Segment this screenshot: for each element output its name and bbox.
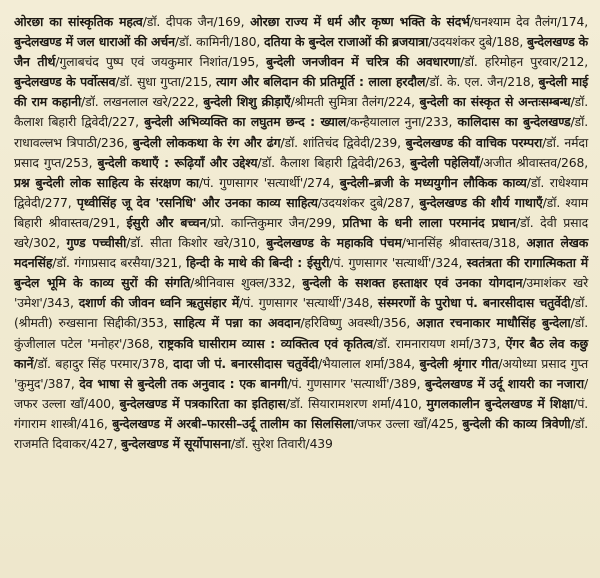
entry-title: बुन्देली शिशु क्रीड़ाएँ bbox=[203, 94, 291, 110]
entry-author: पं. गुणसागर 'सत्यार्थी' bbox=[202, 174, 304, 190]
entry-author: पं. गंगाराम शास्त्री bbox=[14, 395, 588, 431]
entry-author: भैयालाल शर्मा bbox=[322, 355, 384, 371]
entry-author: पं. गुणसागर 'सत्यार्थी' bbox=[243, 295, 342, 311]
entry-page-number: 416 bbox=[80, 415, 105, 431]
toc-entry: हिन्दी के माथे की बिन्दी : ईसुरी/पं. गुणसागर 'सत्यार्थी'/324, bbox=[186, 255, 467, 271]
entry-page-number: 212 bbox=[561, 54, 585, 70]
entry-page-number: 384 bbox=[387, 355, 412, 371]
entry-author: डॉ. (श्रीमती) रुखसाना सिद्दीकी bbox=[14, 295, 588, 331]
toc-entry: बुन्देली जनजीवन में चरित्र की अवधारणा/डॉ. हरिमोहन पुरवार/212, bbox=[266, 54, 589, 70]
entry-title: बुन्देलखण्ड में अरबी–फारसी–उर्दू तालीम का सिलसिला bbox=[112, 415, 354, 431]
entry-page-number: 195 bbox=[231, 54, 256, 70]
entry-page-number: 227 bbox=[111, 114, 136, 130]
entry-page-number: 348 bbox=[346, 295, 370, 311]
toc-entry: बुन्देली अभिव्यक्ति का लघुतम छन्द : ख्याल/कन्हैयालाल नुना/233, bbox=[144, 114, 458, 130]
entry-title: बुन्देली कथाएँ : रूढ़ियाँ और उद्देश्य bbox=[97, 154, 258, 170]
entry-author: डॉ. सीता किशोर खरे bbox=[130, 235, 229, 251]
entry-author: डॉ. राधावल्लभ त्रिपाठी bbox=[14, 114, 589, 150]
entry-author: डॉ. शांतिचंद द्विवेदी bbox=[284, 134, 370, 150]
entry-title: बुन्देली अभिव्यक्ति का लघुतम छन्द : ख्याल bbox=[144, 114, 347, 130]
entry-author: अजीत श्रीवास्तव bbox=[483, 154, 557, 170]
entry-page-number: 389 bbox=[393, 375, 417, 391]
toc-entry: स्वतंत्रता की रागात्मिकता में बुन्देल भूमि के काव्य सुरों की संगति/श्रीनिवास शुक्ल/332, bbox=[14, 255, 589, 291]
toc-entry: बुन्देली की काव्य त्रिवेणी/डॉ. राजमति दिवाकर/427, bbox=[14, 415, 588, 451]
entry-title: बुन्देली पहेलियाँ bbox=[410, 154, 480, 170]
toc-entry: बुन्देलखण्ड में उर्दू शायरी का नजारा/जफर उल्ला खाँ/400, bbox=[14, 375, 588, 411]
toc-entry: बुन्देलखण्ड के महाकवि पंचम/भानसिंह श्रीवास्तव/318, bbox=[266, 235, 527, 251]
entry-page-number: 274 bbox=[307, 174, 331, 190]
entry-title: हिन्दी के माथे की बिन्दी : ईसुरी bbox=[186, 255, 330, 271]
entry-author: डॉ. दीपक जैन bbox=[146, 14, 214, 29]
entry-page-number: 343 bbox=[46, 295, 70, 311]
entry-page-number: 425 bbox=[430, 415, 455, 431]
entry-page-number: 299 bbox=[308, 214, 332, 230]
entry-author: डॉ. देवी प्रसाद खरे bbox=[14, 214, 589, 251]
toc-entry: बुन्देली श्रृंगार गीत/अयोध्या प्रसाद गुप्त 'कुमुद'/387, bbox=[14, 355, 589, 391]
entry-author: डॉ. लखनलाल खरे bbox=[85, 94, 168, 110]
entry-page-number: 188 bbox=[496, 34, 520, 50]
toc-entry: बुन्देली शिशु क्रीड़ाएँ/श्रीमती सुमित्रा तैलंग/224, bbox=[203, 94, 420, 110]
toc-entry: ओरछा का सांस्कृतिक महत्व/डॉ. दीपक जैन/169, bbox=[14, 14, 251, 29]
entry-page-number: 378 bbox=[141, 355, 165, 371]
entry-page-number: 318 bbox=[492, 235, 517, 251]
entry-author: डॉ. के. एल. जैन bbox=[429, 74, 504, 90]
entry-author: भानसिंह श्रीवास्तव bbox=[405, 235, 489, 251]
contents-paragraph bbox=[14, 12, 588, 454]
entry-author: उमाशंकर खरे 'उमेश' bbox=[14, 275, 588, 311]
toc-entry: ऐंगर बैठ लेव कछु कानें/डॉ. बहादुर सिंह परमार/378, bbox=[14, 335, 589, 371]
toc-entry: बुन्देलखण्ड में जल धाराओं की अर्चन/डॉ. कामिनी/180, bbox=[14, 34, 265, 50]
entry-title: बुन्देलखण्ड की वाचिक परम्परा bbox=[405, 134, 543, 150]
toc-entry: ईसुरी और बच्चन/प्रो. कान्तिकुमार जैन/299, bbox=[126, 214, 343, 230]
entry-page-number: 356 bbox=[383, 315, 407, 331]
entry-author: डॉ. राधेश्याम द्विवेदी bbox=[14, 174, 588, 210]
entry-author: कन्हैयालाल नुना bbox=[350, 114, 422, 130]
entry-title: बुन्देलखण्ड में जल धाराओं की अर्चन bbox=[14, 34, 175, 50]
entry-page-number: 253 bbox=[65, 154, 89, 170]
toc-entry: बुन्देली माई की राम कहानी/डॉ. लखनलाल खरे/222, bbox=[14, 74, 589, 110]
entry-page-number: 218 bbox=[507, 74, 531, 90]
entry-page-number: 324 bbox=[435, 255, 459, 271]
entry-author: डॉ. कैलाश बिहारी द्विवेदी bbox=[261, 154, 374, 170]
toc-entry: दशार्ण की जीवन ध्वनि ऋतुसंहार में/पं. गुणसागर 'सत्यार्थी'/348, bbox=[78, 295, 378, 311]
entry-title: बुन्देली माई की राम कहानी bbox=[14, 74, 589, 110]
entry-author: डॉ. कामिनी bbox=[178, 34, 230, 50]
toc-entry: प्रतिभा के धनी लाला परमानंद प्रधान/डॉ. देवी प्रसाद खरे/302, bbox=[14, 214, 589, 251]
entry-author: जफर उल्ला खाँ bbox=[357, 415, 427, 431]
entry-page-number: 236 bbox=[100, 134, 125, 150]
entry-author: डॉ. सुधा गुप्ता bbox=[119, 74, 181, 90]
toc-entry: बुन्देलखण्ड के जैन तीर्थ/गुलाबचंद पुष्प एवं जयकुमार निशांत/195, bbox=[14, 34, 589, 70]
entry-title: दशार्ण की जीवन ध्वनि ऋतुसंहार में bbox=[78, 295, 240, 311]
entry-title: बुन्देलखण्ड के पर्वोत्सव bbox=[14, 74, 116, 90]
toc-entry: अज्ञात लेखक मदनसिंह/डॉ. गंगाप्रसाद बरसैया/321, bbox=[14, 235, 589, 271]
entry-title: कालिदास का बुन्देलखण्ड bbox=[457, 114, 571, 130]
entry-page-number: 215 bbox=[184, 74, 209, 90]
toc-entry: बुन्देलखण्ड की शौर्य गाथाएँ/डॉ. श्याम बिहारी श्रीवास्तव/291, bbox=[14, 194, 589, 230]
toc-entry: साहित्य में पन्ना का अवदान/हरिविष्णु अवस्थी/356, bbox=[173, 315, 417, 331]
entry-page-number: 332 bbox=[268, 275, 292, 291]
entry-title: बुन्देली का संस्कृत से अन्तःसम्बन्ध bbox=[419, 94, 571, 110]
entry-author: डॉ. सुरेश तिवारी bbox=[234, 435, 306, 451]
entry-title: संस्मरणों के पुरोधा पं. बनारसीदास चतुर्वेदी bbox=[378, 295, 571, 311]
toc-entry: बुन्देली के सशक्त हस्ताक्षर एवं उनका योगदान/उमाशंकर खरे 'उमेश'/343, bbox=[14, 275, 588, 311]
entry-title: ईसुरी और बच्चन bbox=[126, 214, 207, 230]
toc-entry: मुगलकालीन बुन्देलखण्ड में शिक्षा/पं. गंगाराम शास्त्री/416, bbox=[14, 395, 588, 431]
entry-title: बुन्देलखण्ड में सूर्योपासना bbox=[121, 435, 231, 451]
entry-page-number: 180 bbox=[233, 34, 257, 50]
entry-author: घनश्याम देव तैलंग bbox=[473, 14, 557, 29]
entry-author: डॉ. श्याम बिहारी श्रीवास्तव bbox=[14, 194, 589, 230]
entry-page-number: 373 bbox=[473, 335, 497, 351]
entry-title: साहित्य में पन्ना का अवदान bbox=[173, 315, 301, 331]
entry-title: प्रतिभा के धनी लाला परमानंद प्रधान bbox=[342, 214, 516, 230]
entry-title: ऐंगर बैठ लेव कछु कानें bbox=[14, 335, 589, 371]
entry-author: पं. गुणसागर 'सत्यार्थी' bbox=[333, 255, 432, 271]
entry-title: देव भाषा से बुन्देली तक अनुवाद : एक बानगी bbox=[79, 375, 288, 391]
entry-page-number: 233 bbox=[425, 114, 449, 130]
entry-page-number: 268 bbox=[561, 154, 585, 170]
entry-page-number: 277 bbox=[44, 194, 68, 210]
entry-page-number: 287 bbox=[387, 194, 411, 210]
entry-author: उदयशंकर दुबे bbox=[432, 34, 493, 50]
entry-author: डॉ. गंगाप्रसाद बरसैया bbox=[56, 255, 151, 271]
entry-page-number: 353 bbox=[140, 315, 164, 331]
toc-entry: बुन्देलखण्ड में अरबी–फारसी–उर्दू तालीम का सिलसिला/जफर उल्ला खाँ/425, bbox=[112, 415, 463, 431]
entry-title: अज्ञात रचनाकार माधौसिंह बुन्देला bbox=[416, 315, 571, 331]
toc-entry: त्याग और बलिदान की प्रतिमूर्ति : लाला हरदौल/डॉ. के. एल. जैन/218, bbox=[216, 74, 539, 90]
entry-author: श्रीमती सुमित्रा तैलंग bbox=[294, 94, 384, 110]
entry-title: बुन्देली जनजीवन में चरित्र की अवधारणा bbox=[266, 54, 461, 70]
entry-page-number: 439 bbox=[309, 435, 333, 451]
entry-title: बुन्देली श्रृंगार गीत bbox=[419, 355, 499, 371]
entry-page-number: 387 bbox=[47, 375, 71, 391]
entry-page-number: 224 bbox=[387, 94, 412, 110]
entry-page-number: 291 bbox=[92, 214, 116, 230]
entry-page-number: 222 bbox=[171, 94, 195, 110]
entry-author: डॉ. हरिमोहन पुरवार bbox=[464, 54, 557, 70]
toc-entry: संस्मरणों के पुरोधा पं. बनारसीदास चतुर्वेदी/डॉ. (श्रीमती) रुखसाना सिद्दीकी/353, bbox=[14, 295, 588, 331]
toc-entry: बुन्देलखण्ड के पर्वोत्सव/डॉ. सुधा गुप्ता/215, bbox=[14, 74, 217, 90]
entry-title: राष्ट्रकवि घासीराम व्यास : व्यक्तित्व एवं कृतित्व bbox=[158, 335, 373, 351]
entry-author: डॉ. कुंजीलाल पटेल 'मनोहर' bbox=[14, 315, 589, 351]
toc-entry: अज्ञात रचनाकार माधौसिंह बुन्देला/डॉ. कुंजीलाल पटेल 'मनोहर'/368, bbox=[14, 315, 589, 351]
entry-page-number: 169 bbox=[217, 14, 241, 29]
toc-entry: बुन्देली–ब्रजी के मध्ययुगीन लौकिक काव्य/डॉ. राधेश्याम द्विवेदी/277, bbox=[14, 174, 588, 210]
toc-entry: गुण्ड पच्चीसी/डॉ. सीता किशोर खरे/310, bbox=[66, 235, 267, 251]
entry-title: ओरछा का सांस्कृतिक महत्व bbox=[14, 14, 143, 29]
entry-author: डॉ. बहादुर सिंह परमार bbox=[37, 355, 138, 371]
entry-author: प्रो. कान्तिकुमार जैन bbox=[210, 214, 305, 230]
entry-title: बुन्देलखण्ड में उर्दू शायरी का नजारा bbox=[425, 375, 584, 391]
entry-page-number: 302 bbox=[32, 235, 57, 251]
entry-author: डॉ. रामनारायण शर्मा bbox=[376, 335, 470, 351]
entry-page-number: 321 bbox=[154, 255, 178, 271]
entry-page-number: 263 bbox=[378, 154, 402, 170]
toc-entry: बुन्देलखण्ड में सूर्योपासना/डॉ. सुरेश तिवारी/439 bbox=[121, 435, 333, 451]
entry-author: जफर उल्ला खाँ bbox=[14, 395, 84, 411]
entry-author: हरिविष्णु अवस्थी bbox=[304, 315, 380, 331]
toc-entry: बुन्देली का संस्कृत से अन्तःसम्बन्ध/डॉ. कैलाश बिहारी द्विवेदी/227, bbox=[14, 94, 588, 130]
entry-page-number: 239 bbox=[373, 134, 398, 150]
entry-title: बुन्देलखण्ड की शौर्य गाथाएँ bbox=[419, 194, 543, 210]
entry-title: गुण्ड पच्चीसी bbox=[66, 235, 127, 251]
entry-page-number: 310 bbox=[232, 235, 256, 251]
entry-page-number: 400 bbox=[87, 395, 111, 411]
entry-author: डॉ. कैलाश बिहारी द्विवेदी bbox=[14, 94, 588, 130]
toc-entry: बुन्देलखण्ड में पत्रकारिता का इतिहास/डॉ. सियारामशरण शर्मा/410, bbox=[119, 395, 427, 411]
toc-entry: कालिदास का बुन्देलखण्ड/डॉ. राधावल्लभ त्रिपाठी/236, bbox=[14, 114, 589, 150]
entry-title: दतिया के बुन्देल राजाओं की ब्रजयात्रा bbox=[264, 34, 429, 50]
toc-entry: ओरछा राज्य में धर्म और कृष्ण भक्ति के संदर्भ/घनश्याम देव तैलंग/174, bbox=[250, 14, 589, 29]
toc-entry: पृथ्वीसिंह जू देव 'रसनिधि' और उनका काव्य साहित्य/उदयशंकर दुबे/287, bbox=[76, 194, 420, 210]
toc-entry: राष्ट्रकवि घासीराम व्यास : व्यक्तित्व एवं कृतित्व/डॉ. रामनारायण शर्मा/373, bbox=[158, 335, 506, 351]
toc-entry: बुन्देली पहेलियाँ/अजीत श्रीवास्तव/268, bbox=[410, 154, 589, 170]
entry-title: बुन्देली की काव्य त्रिवेणी bbox=[462, 415, 571, 431]
entry-title: बुन्देलखण्ड में पत्रकारिता का इतिहास bbox=[119, 395, 286, 411]
entry-author: डॉ. नर्मदा प्रसाद गुप्त bbox=[14, 134, 589, 170]
entry-title: त्याग और बलिदान की प्रतिमूर्ति : लाला हरदौल bbox=[216, 74, 426, 90]
toc-entry: बुन्देली कथाएँ : रूढ़ियाँ और उद्देश्य/डॉ. कैलाश बिहारी द्विवेदी/263, bbox=[97, 154, 411, 170]
entry-title: अज्ञात लेखक मदनसिंह bbox=[14, 235, 589, 271]
entry-author: अयोध्या प्रसाद गुप्त 'कुमुद' bbox=[14, 355, 589, 391]
entry-title: बुन्देली–ब्रजी के मध्ययुगीन लौकिक काव्य bbox=[339, 174, 527, 190]
entry-title: बुन्देलखण्ड के जैन तीर्थ bbox=[14, 34, 589, 70]
entry-author: श्रीनिवास शुक्ल bbox=[194, 275, 265, 291]
entry-title: बुन्देली के सशक्त हस्ताक्षर एवं उनका योगदान bbox=[302, 275, 523, 291]
entry-page-number: 410 bbox=[394, 395, 418, 411]
toc-entry: बुन्देलखण्ड की वाचिक परम्परा/डॉ. नर्मदा प्रसाद गुप्त/253, bbox=[14, 134, 589, 170]
entry-author: गुलाबचंद पुष्प एवं जयकुमार निशांत bbox=[59, 54, 228, 70]
toc-entry: दतिया के बुन्देल राजाओं की ब्रजयात्रा/उदयशंकर दुबे/188, bbox=[264, 34, 527, 50]
entry-author: उदयशंकर दुबे bbox=[321, 194, 384, 210]
entry-author: डॉ. सियारामशरण शर्मा bbox=[289, 395, 391, 411]
entry-author: पं. गुणसागर 'सत्यार्थी' bbox=[291, 375, 390, 391]
toc-entry: देव भाषा से बुन्देली तक अनुवाद : एक बानगी/पं. गुणसागर 'सत्यार्थी'/389, bbox=[79, 375, 425, 391]
entry-title: स्वतंत्रता की रागात्मिकता में बुन्देल भूमि के काव्य सुरों की संगति bbox=[14, 255, 589, 291]
entry-title: मुगलकालीन बुन्देलखण्ड में शिक्षा bbox=[426, 395, 574, 411]
entry-author: डॉ. राजमति दिवाकर bbox=[14, 415, 588, 451]
entry-title: ओरछा राज्य में धर्म और कृष्ण भक्ति के संदर्भ bbox=[250, 14, 470, 29]
toc-entry: दादा जी पं. बनारसीदास चतुर्वेदी/भैयालाल शर्मा/384, bbox=[173, 355, 420, 371]
entry-title: बुन्देली लोककथा के रंग और ढंग bbox=[132, 134, 281, 150]
entry-title: पृथ्वीसिंह जू देव 'रसनिधि' और उनका काव्य साहित्य bbox=[76, 194, 318, 210]
entry-title: बुन्देलखण्ड के महाकवि पंचम bbox=[266, 235, 402, 251]
entry-page-number: 174 bbox=[561, 14, 585, 29]
entry-title: प्रश्न बुन्देली लोक साहित्य के संरक्षण का bbox=[14, 174, 199, 190]
toc-entry: बुन्देली लोककथा के रंग और ढंग/डॉ. शांतिचंद द्विवेदी/239, bbox=[132, 134, 406, 150]
entry-page-number: 427 bbox=[90, 435, 114, 451]
toc-entry: प्रश्न बुन्देली लोक साहित्य के संरक्षण का/पं. गुणसागर 'सत्यार्थी'/274, bbox=[14, 174, 340, 190]
entry-title: दादा जी पं. बनारसीदास चतुर्वेदी bbox=[173, 355, 318, 371]
entry-page-number: 368 bbox=[126, 335, 150, 351]
